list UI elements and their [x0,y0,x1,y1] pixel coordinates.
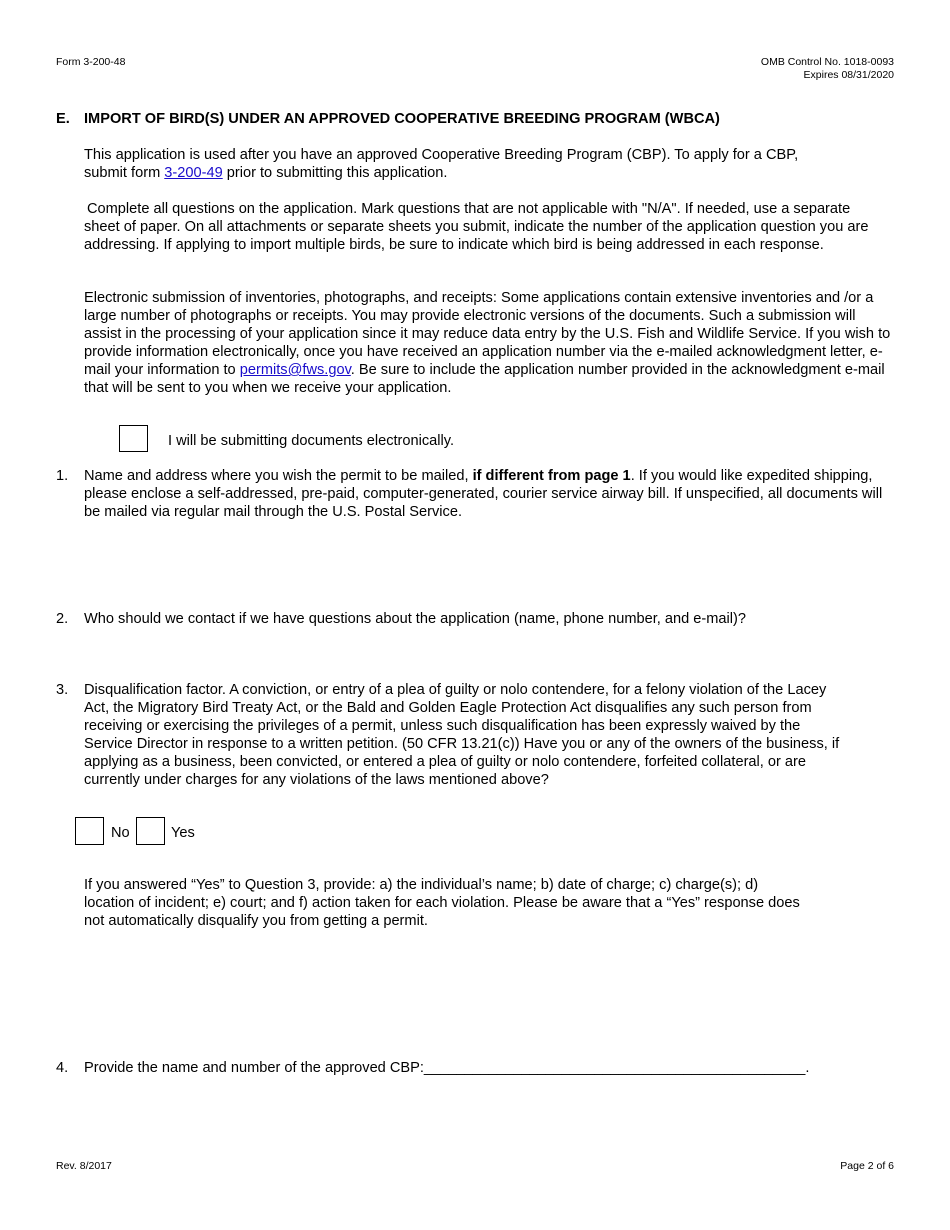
question-3-number: 3. [56,682,69,698]
intro-paragraph-3 [84,289,894,397]
question-1-number: 1. [56,468,69,484]
intro-p3-text-end: . Be sure to include the application number provided in the acknowledgment e-mail that will be sent to you when we receive your application. [84,362,885,396]
q3-yes-label: Yes [171,825,195,841]
electronic-submission-label: I will be submitting documents electronically. [168,433,455,449]
revision-date: Rev. 8/2017 [56,1160,112,1172]
question-1-text [84,467,889,521]
expiration-date: Expires 08/31/2020 [803,69,894,81]
question-2-number: 2. [56,611,69,627]
intro-p1-text-end: prior to submitting this application. [222,165,448,181]
intro-p3-text: Electronic submission of inventories, photographs, and receipts: Some applications contain extensive inventories and /or a large number of photographs or receipts. You may provide electronic versions of the documents. Such a submission will assist in the processing of your application since it may reduce data entry by the U.S. Fish and Wildlife Service. If you wish to provide information electronically, once you have received an application number via the e-mailed acknowledgment letter, e-mail your information to [84,290,891,378]
form-number: Form 3-200-48 [56,56,126,68]
cbp-name-number-blank[interactable]: _______________________________________________. [423,1060,810,1076]
omb-control-number: OMB Control No. 1018-0093 [760,56,894,68]
q3-yes-checkbox[interactable] [136,817,165,845]
omb-info [761,56,894,82]
form-3-200-49-link[interactable]: 3-200-49 [164,165,223,181]
question-1-text-start: Name and address where you wish the permit to be mailed, [84,468,473,484]
intro-p1-text: This application is used after you have an approved Cooperative Breeding Program (CBP). To apply for a CBP, submit form [84,147,799,181]
question-1-emphasis: if different from page 1 [472,468,631,484]
question-4-text [84,1059,809,1077]
question-3-followup: If you answered “Yes” to Question 3, provide: a) the individual’s name; b) date of charge; c) charge(s); d) location of incident; e) court; and f) action taken for each violation. Please be aware that a “Yes” response does not automatically disqualify you from getting a permit. [84,877,800,929]
q3-no-label: No [111,825,130,841]
permits-email-link[interactable]: permits@fws.gov [239,362,351,378]
question-4-label: Provide the name and number of the approved CBP: [84,1060,424,1076]
page-number: Page 2 of 6 [840,1160,894,1172]
section-title: IMPORT OF BIRD(S) UNDER AN APPROVED COOPERATIVE BREEDING PROGRAM (WBCA) [84,111,720,127]
q3-no-checkbox[interactable] [75,817,104,845]
question-1-text-end: . If you would like expedited shipping, please enclose a self-addressed, pre-paid, computer-generated, courier service airway bill. If unspecified, all documents will be mailed via regular mail through the U.S. Postal Service. [84,468,883,520]
question-4-number: 4. [56,1060,69,1076]
question-2-text: Who should we contact if we have questions about the application (name, phone number, and e-mail)? [84,611,746,627]
question-3-text: Disqualification factor. A conviction, or entry of a plea of guilty or nolo contendere, for a felony violation of the Lacey Act, the Migratory Bird Treaty Act, or the Bald and Golden Eagle Protection Act disqualifies any such person from receiving or exercising the privileges of a permit, unless such disqualification has been expressly waived by the Service Director in response to a written petition. (50 CFR 13.21(c)) Have you or any of the owners of the business, if applying as a business, been convicted, or entered a plea of guilty or nolo contendere, forfeited collateral, or are currently under charges for any violations of the laws mentioned above? [84,682,840,788]
intro-paragraph-1 [84,146,824,182]
section-letter: E. [56,111,70,127]
intro-paragraph-2: Complete all questions on the application. Mark questions that are not applicable with "N/A". If needed, use a separate sheet of paper. On all attachments or separate sheets you submit, indicate the number of the application question you are addressing. If applying to import multiple birds, be sure to indicate which bird is being addressed in each response. [84,201,869,253]
electronic-submission-checkbox[interactable] [119,425,148,452]
